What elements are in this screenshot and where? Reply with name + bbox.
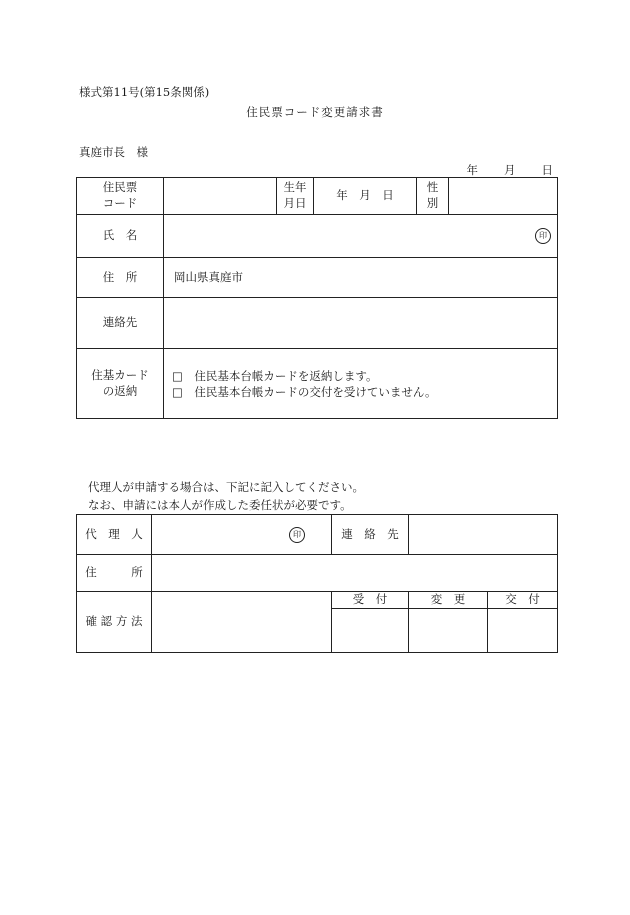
address-label: 住 所 [77, 258, 164, 298]
agent-address-field[interactable] [152, 555, 558, 592]
contact-label: 連絡先 [77, 298, 164, 349]
main-request-table [76, 177, 558, 419]
changed-field[interactable] [409, 608, 488, 652]
agent-note-line1: 代理人が申請する場合は、下記に記入してください。 [88, 480, 364, 494]
agent-label: 代 理 人 [77, 515, 152, 555]
sex-field[interactable] [449, 178, 558, 215]
agent-note-line2: なお、申請には本人が作成した委任状が必要です。 [88, 498, 352, 512]
option-return-card[interactable]: □ 住民基本台帳カードを返納します。 [172, 368, 378, 383]
received-field[interactable] [332, 608, 409, 652]
card-return-options [164, 349, 558, 419]
agent-table [76, 514, 558, 653]
card-return-label: 住基カード の返納 [77, 349, 164, 419]
verification-method-label: 確 認 方 法 [77, 592, 152, 653]
address-field[interactable]: 岡山県真庭市 [164, 258, 558, 298]
agent-address-label: 住 所 [77, 555, 152, 592]
contact-field[interactable] [164, 298, 558, 349]
agent-contact-label: 連 絡 先 [332, 515, 409, 555]
changed-label: 変 更 [409, 592, 488, 609]
seal-icon: 印 [535, 228, 551, 244]
agent-name-field[interactable] [152, 515, 332, 555]
option-not-issued[interactable]: □ 住民基本台帳カードの交付を受けていません。 [172, 384, 437, 399]
received-label: 受 付 [332, 592, 409, 609]
agent-contact-field[interactable] [409, 515, 558, 555]
birthdate-label: 生年 月日 [277, 178, 314, 215]
name-field[interactable] [164, 215, 558, 258]
addressee: 真庭市長 様 [79, 145, 148, 159]
issued-field[interactable] [488, 608, 558, 652]
birthdate-field[interactable]: 年 月 日 [314, 178, 417, 215]
resident-code-field[interactable] [164, 178, 277, 215]
resident-code-label: 住民票 コード [77, 178, 164, 215]
form-number: 様式第11号(第15条関係) [79, 85, 210, 99]
issued-label: 交 付 [488, 592, 558, 609]
verification-method-field[interactable] [152, 592, 332, 653]
document-title: 住民票コード変更請求書 [246, 105, 384, 119]
date-line: 年 月 日 [466, 163, 554, 177]
seal-icon: 印 [289, 527, 305, 543]
sex-label: 性 別 [417, 178, 449, 215]
name-label: 氏 名 [77, 215, 164, 258]
